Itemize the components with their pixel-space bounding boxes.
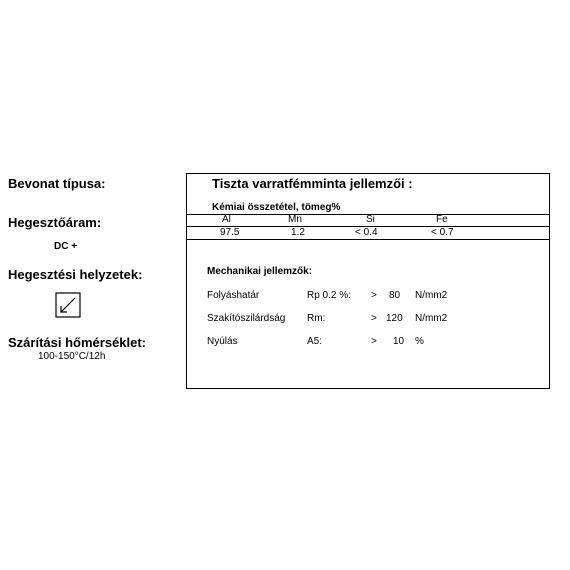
chem-value-si: < 0.4 [355,227,378,238]
mechanical-properties-title: Mechanikai jellemzők: [207,266,313,277]
welding-current-label: Hegesztőáram: [8,215,102,230]
mech-row-2-name: Nyúlás [207,336,238,347]
welding-positions-label: Hegesztési helyzetek: [8,267,143,282]
chem-header-si: Si [366,214,375,225]
mech-row-2-value: 10 [393,336,405,347]
mech-row-1-operator: > [371,313,377,324]
chem-table-bottom-rule [186,239,550,240]
flat-position-icon [55,292,81,318]
mech-row-2-operator: > [371,336,377,347]
mech-row-2-symbol: A5: [307,336,323,347]
mech-row-0-name: Folyáshatár [207,290,260,301]
welding-current-value: DC + [54,241,78,252]
chem-value-fe: < 0.7 [431,227,454,238]
mech-row-2-unit: % [415,336,424,347]
mech-row-1-symbol: Rm: [307,313,326,324]
chemical-composition-title: Kémiai összetétel, tömeg% [212,202,341,213]
drying-temperature-value: 100-150°C/12h [38,351,106,362]
mech-row-1-name: Szakítószilárdság [207,313,286,324]
chem-value-al: 97.5 [220,227,240,238]
mech-row-0-unit: N/mm2 [415,290,448,301]
chem-header-al: Al [222,214,231,225]
mech-row-1-value: 120 [386,313,403,324]
chem-header-fe: Fe [436,214,448,225]
mech-row-0-value: 80 [389,290,401,301]
mech-row-0-operator: > [371,290,377,301]
mech-row-1-unit: N/mm2 [415,313,448,324]
mech-row-0-symbol: Rp 0.2 %: [307,290,351,301]
panel-title: Tiszta varratfémminta jellemzői : [212,176,413,191]
chem-value-mn: 1.2 [291,227,305,238]
chem-header-mn: Mn [288,214,302,225]
drying-temperature-label: Szárítási hőmérséklet: [8,335,147,350]
coating-type-label: Bevonat típusa: [8,176,106,191]
